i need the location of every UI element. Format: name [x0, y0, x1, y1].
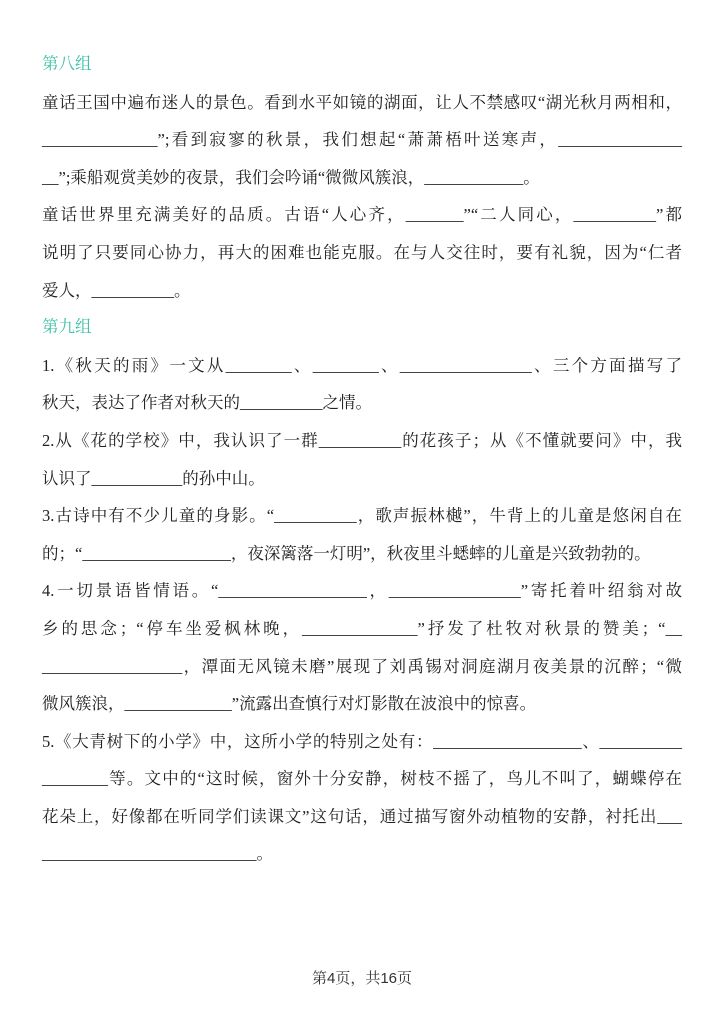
text-line: 认识了___________的孙中山。	[42, 468, 265, 488]
section-heading: 第九组	[42, 318, 92, 337]
text-line: 2.从《花的学校》中，我认识了一群__________的花孩子；从《不懂就要问》中，我	[42, 430, 682, 450]
page-number: 第4页，共16页	[311, 970, 413, 987]
text-line: 3.古诗中有不少儿童的身影。“__________，歌声振林樾”，牛背上的儿童是悠闲自在	[42, 506, 682, 526]
text-line: ______________”;看到寂寥的秋景，我们想起“萧萧梧叶送寒声，_______________	[42, 130, 682, 150]
text-line: 花朵上，好像都在听同学们读课文”这句话，通过描写窗外动植物的安静，衬托出___	[42, 806, 682, 826]
text-line: 说明了只要同心协力，再大的困难也能克服。在与人交往时，要有礼貌，因为“仁者	[42, 242, 682, 262]
text-line: 的；“__________________，夜深篱落一灯明”，秋夜里斗蟋蟀的儿童是兴致勃勃的。	[42, 543, 651, 563]
document-body	[42, 46, 682, 873]
text-line: __________________________。	[42, 844, 273, 864]
text-line: 童话世界里充满美好的品质。古语“人心齐，_______”“二人同心，__________”都	[42, 205, 682, 225]
text-line: 童话王国中遍布迷人的景色。看到水平如镜的湖面，让人不禁感叹“湖光秋月两相和，	[42, 92, 682, 112]
text-line: 乡的思念；“停车坐爱枫林晚，______________”抒发了杜牧对秋景的赞美；“__	[42, 618, 682, 638]
text-line: __”;乘船观赏美妙的夜景，我们会吟诵“微微风簇浪，____________。	[42, 167, 540, 187]
text-line: 秋天，表达了作者对秋天的__________之情。	[42, 393, 372, 413]
section-heading: 第八组	[42, 55, 92, 73]
text-line: 爱人，__________。	[42, 280, 191, 300]
text-line: 微风簇浪，_____________”流露出查慎行对灯影散在波浪中的惊喜。	[42, 694, 537, 714]
text-line: 4.一切景语皆情语。“__________________，________________”寄托着叶绍翁对故	[42, 581, 682, 601]
text-line: _________________，潭面无风镜未磨”展现了刘禹锡对洞庭湖月夜美景的沉醉；“微	[42, 656, 682, 676]
text-line: ________等。文中的“这时候，窗外十分安静，树枝不摇了，鸟儿不叫了，蝴蝶停在	[42, 769, 682, 789]
text-line: 5.《大青树下的小学》中，这所小学的特别之处有：__________________、__________	[42, 731, 682, 751]
text-line: 1.《秋天的雨》一文从________、________、________________、三个方面描写了	[42, 355, 682, 375]
